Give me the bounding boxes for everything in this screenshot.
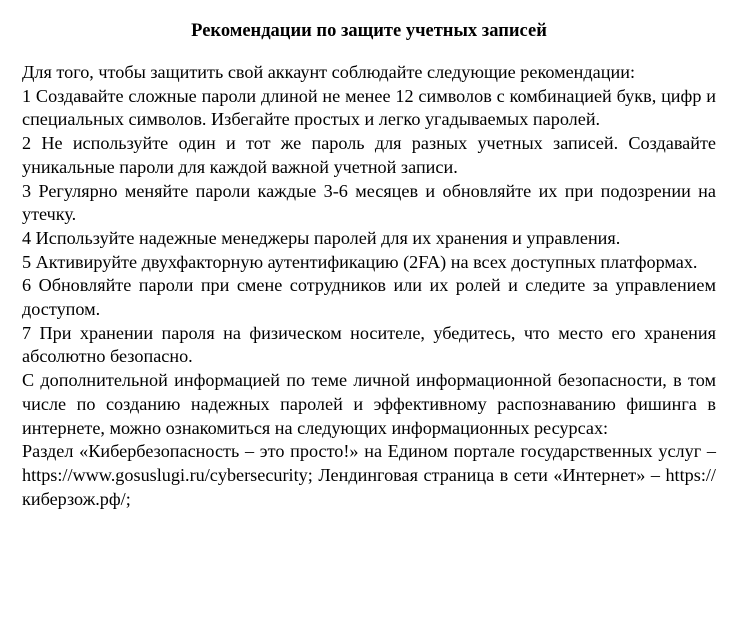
recommendation-7: 7 При хранении пароля на физическом носителе, убедитесь, что место его хранения абсолютно безопасно. <box>22 322 716 367</box>
document-body <box>22 61 716 511</box>
recommendation-3: 3 Регулярно меняйте пароли каждые 3-6 месяцев и обновляйте их при подозрении на утечку. <box>22 180 716 225</box>
recommendation-2: 2 Не используйте один и тот же пароль для разных учетных записей. Создавайте уникальные пароли для каждой важной учетной записи. <box>22 133 716 177</box>
recommendation-1: 1 Создавайте сложные пароли длиной не менее 12 символов с комбинацией букв, цифр и специальных символов. Избегайте простых и легко угадываемых паролей. <box>22 85 716 130</box>
document-title: Рекомендации по защите учетных записей <box>191 21 547 41</box>
resources-paragraph: Раздел «Кибербезопасность – это просто!» на Едином портале государственных услуг – https://www.gosuslugi.ru/cybersecurity; Лендинговая страница в сети «Интернет» – https://киберзож.рф/; <box>22 441 716 509</box>
recommendation-5: 5 Активируйте двухфакторную аутентификацию (2FA) на всех доступных платформах. <box>22 251 698 272</box>
recommendation-4: 4 Используйте надежные менеджеры паролей для их хранения и управления. <box>22 227 621 248</box>
recommendation-6: 6 Обновляйте пароли при смене сотрудников или их ролей и следите за управлением доступом. <box>22 275 716 320</box>
additional-info-paragraph: С дополнительной информацией по теме личной информационной безопасности, в том числе по созданию надежных паролей и эффективному распознаванию фишинга в интернете, можно ознакомиться на следующих информационных ресурсах: <box>22 370 716 438</box>
intro-paragraph: Для того, чтобы защитить свой аккаунт соблюдайте следующие рекомендации: <box>22 62 635 82</box>
